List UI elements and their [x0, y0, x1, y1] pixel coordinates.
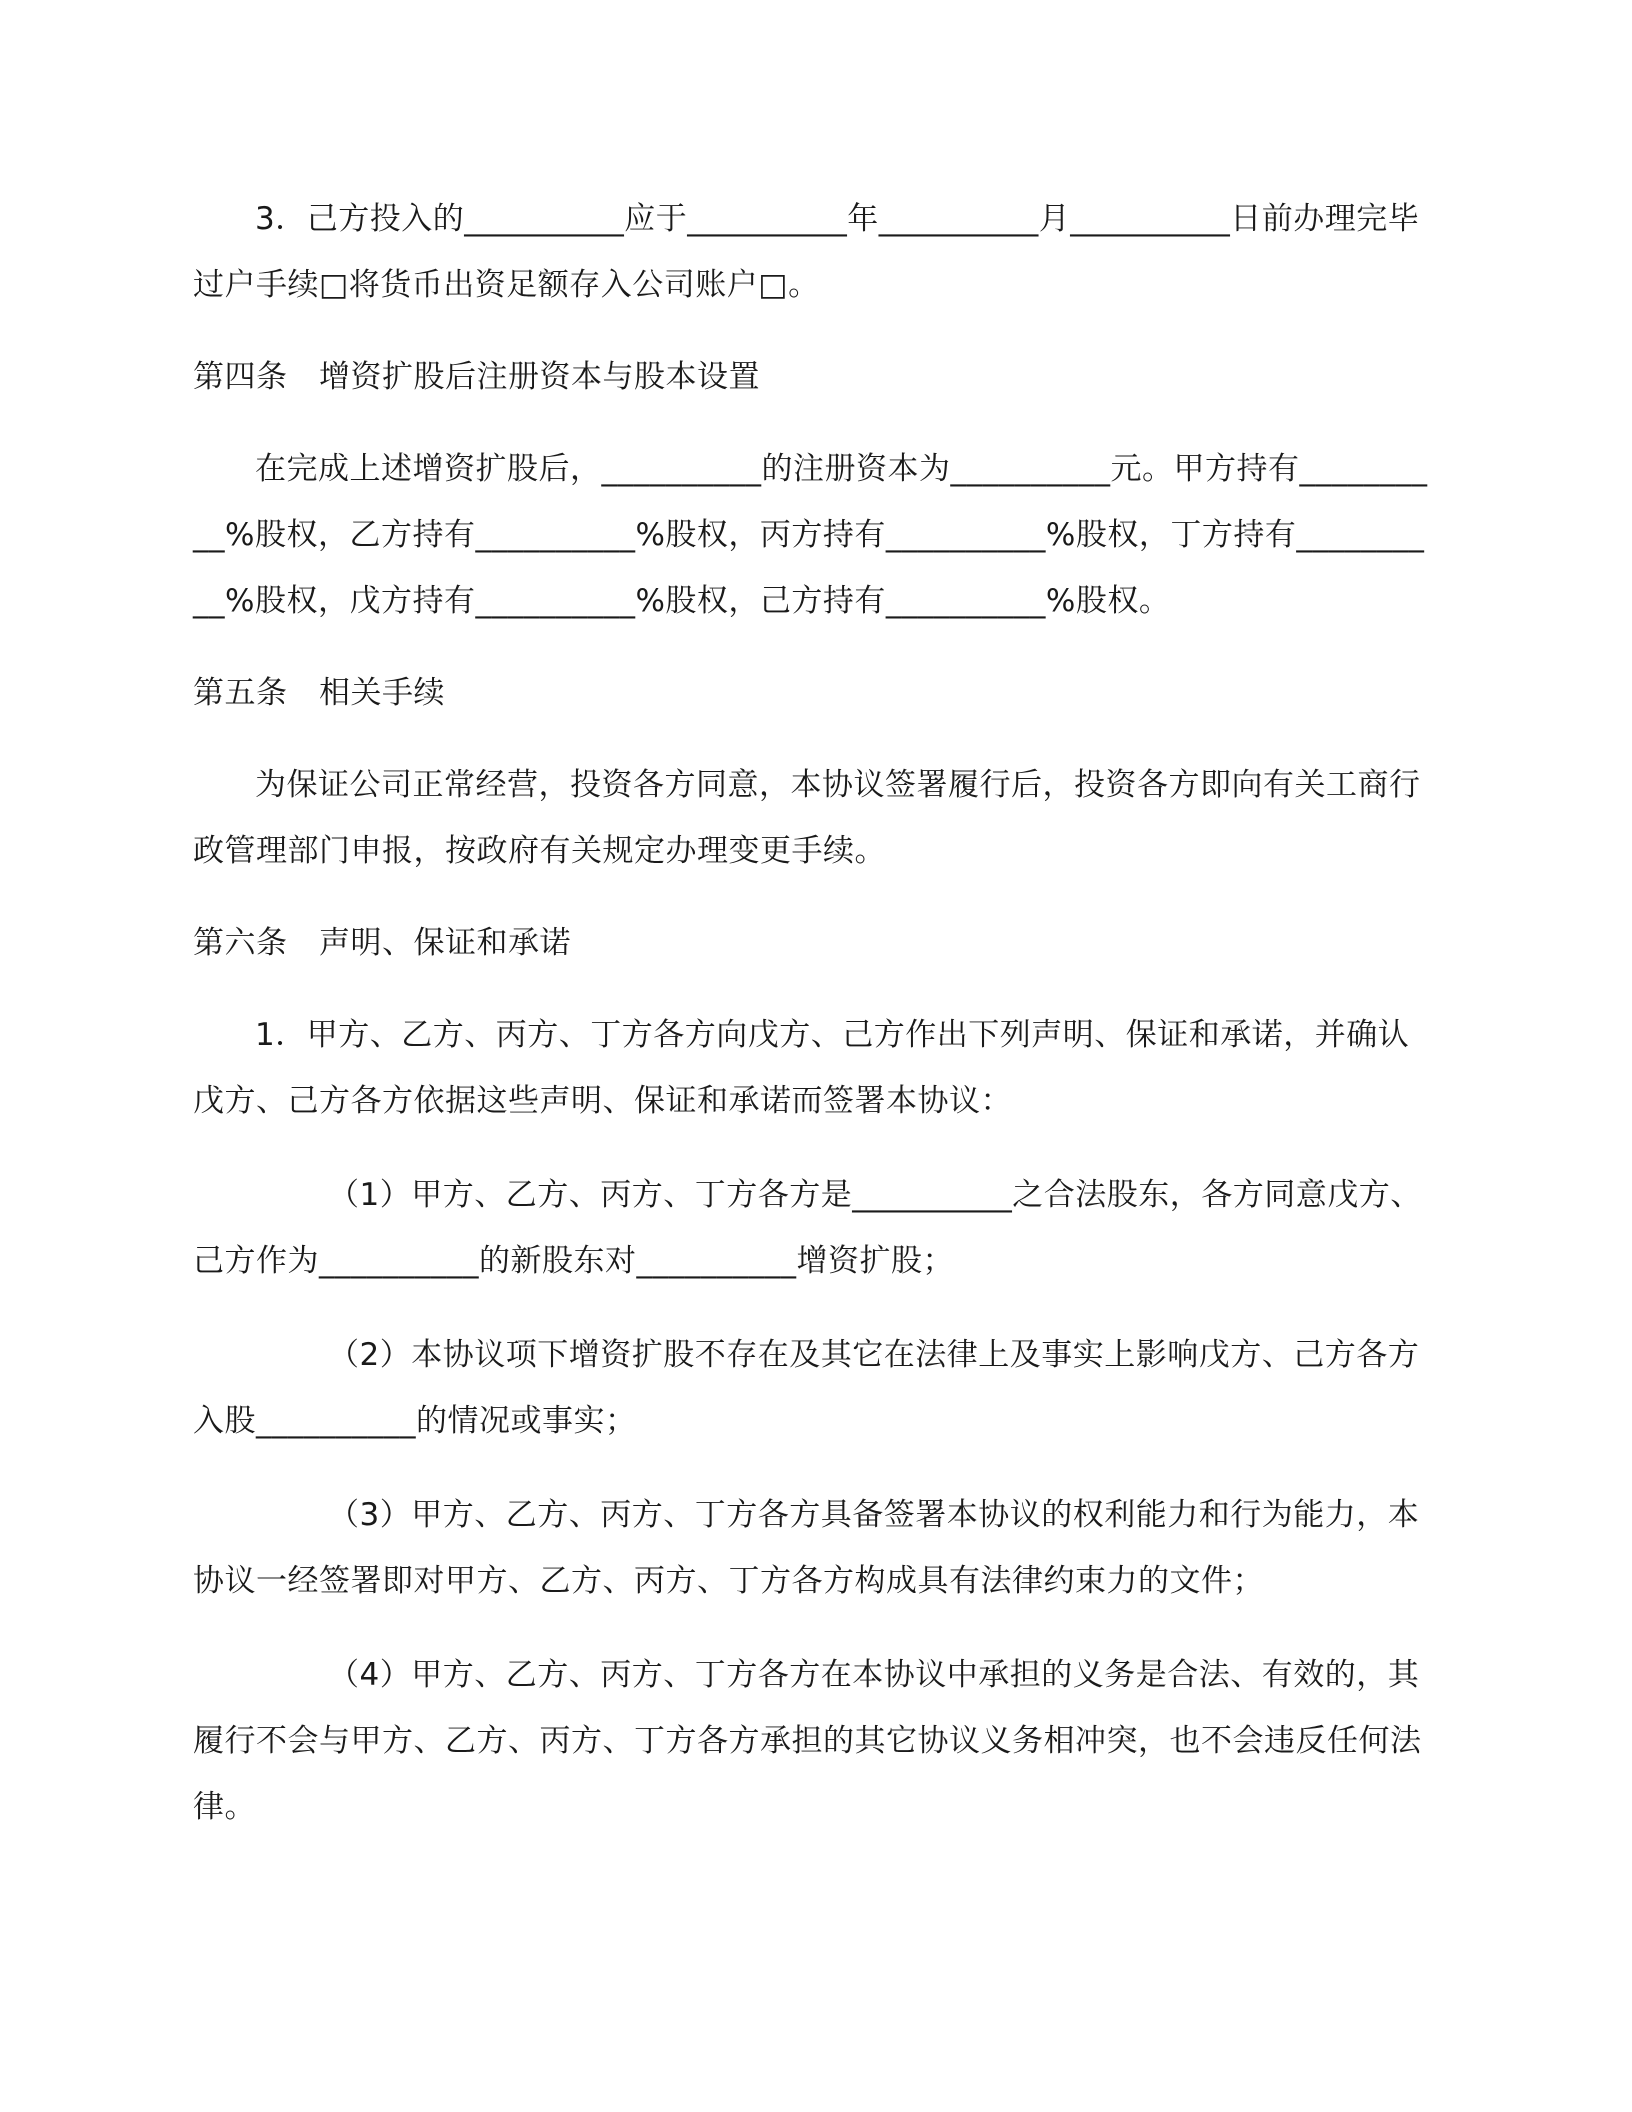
article-5-heading: 第五条 相关手续: [193, 675, 445, 711]
document-body: [193, 186, 1438, 1840]
article-4-heading: 第四条 增资扩股后注册资本与股本设置: [193, 359, 760, 395]
article-4-paragraph: 在完成上述增资扩股后，__________的注册资本为__________元。甲方持有__________%股权，乙方持有__________%股权，丙方持有__________%股权，丁方持有__________%股权，戊方持有__________%股权，己方持有__________%股权。: [193, 451, 1428, 619]
article-6-subitem-1: （1）甲方、乙方、丙方、丁方各方是__________之合法股东，各方同意戊方、己方作为__________的新股东对__________增资扩股；: [193, 1177, 1422, 1279]
article-6-subitem-3: （3）甲方、乙方、丙方、丁方各方具备签署本协议的权利能力和行为能力，本协议一经签署即对甲方、乙方、丙方、丁方各方构成具有法律约束力的文件；: [193, 1497, 1420, 1599]
article-6-subitem-4: （4）甲方、乙方、丙方、丁方各方在本协议中承担的义务是合法、有效的，其履行不会与甲方、乙方、丙方、丁方各方承担的其它协议义务相冲突，也不会违反任何法律。: [193, 1657, 1422, 1825]
article-5-paragraph: 为保证公司正常经营，投资各方同意，本协议签署履行后，投资各方即向有关工商行政管理部门申报，按政府有关规定办理变更手续。: [193, 767, 1421, 869]
article-6-item-1: 1．甲方、乙方、丙方、丁方各方向戊方、己方作出下列声明、保证和承诺，并确认戊方、己方各方依据这些声明、保证和承诺而签署本协议：: [193, 1017, 1410, 1119]
article-6-heading: 第六条 声明、保证和承诺: [193, 925, 571, 961]
clause-3-paragraph: 3．己方投入的__________应于__________年__________月__________日前办理完毕过户手续□将货币出资足额存入公司账户□。: [193, 201, 1420, 303]
article-6-subitem-2: （2）本协议项下增资扩股不存在及其它在法律上及事实上影响戊方、己方各方入股__________的情况或事实；: [193, 1337, 1420, 1439]
